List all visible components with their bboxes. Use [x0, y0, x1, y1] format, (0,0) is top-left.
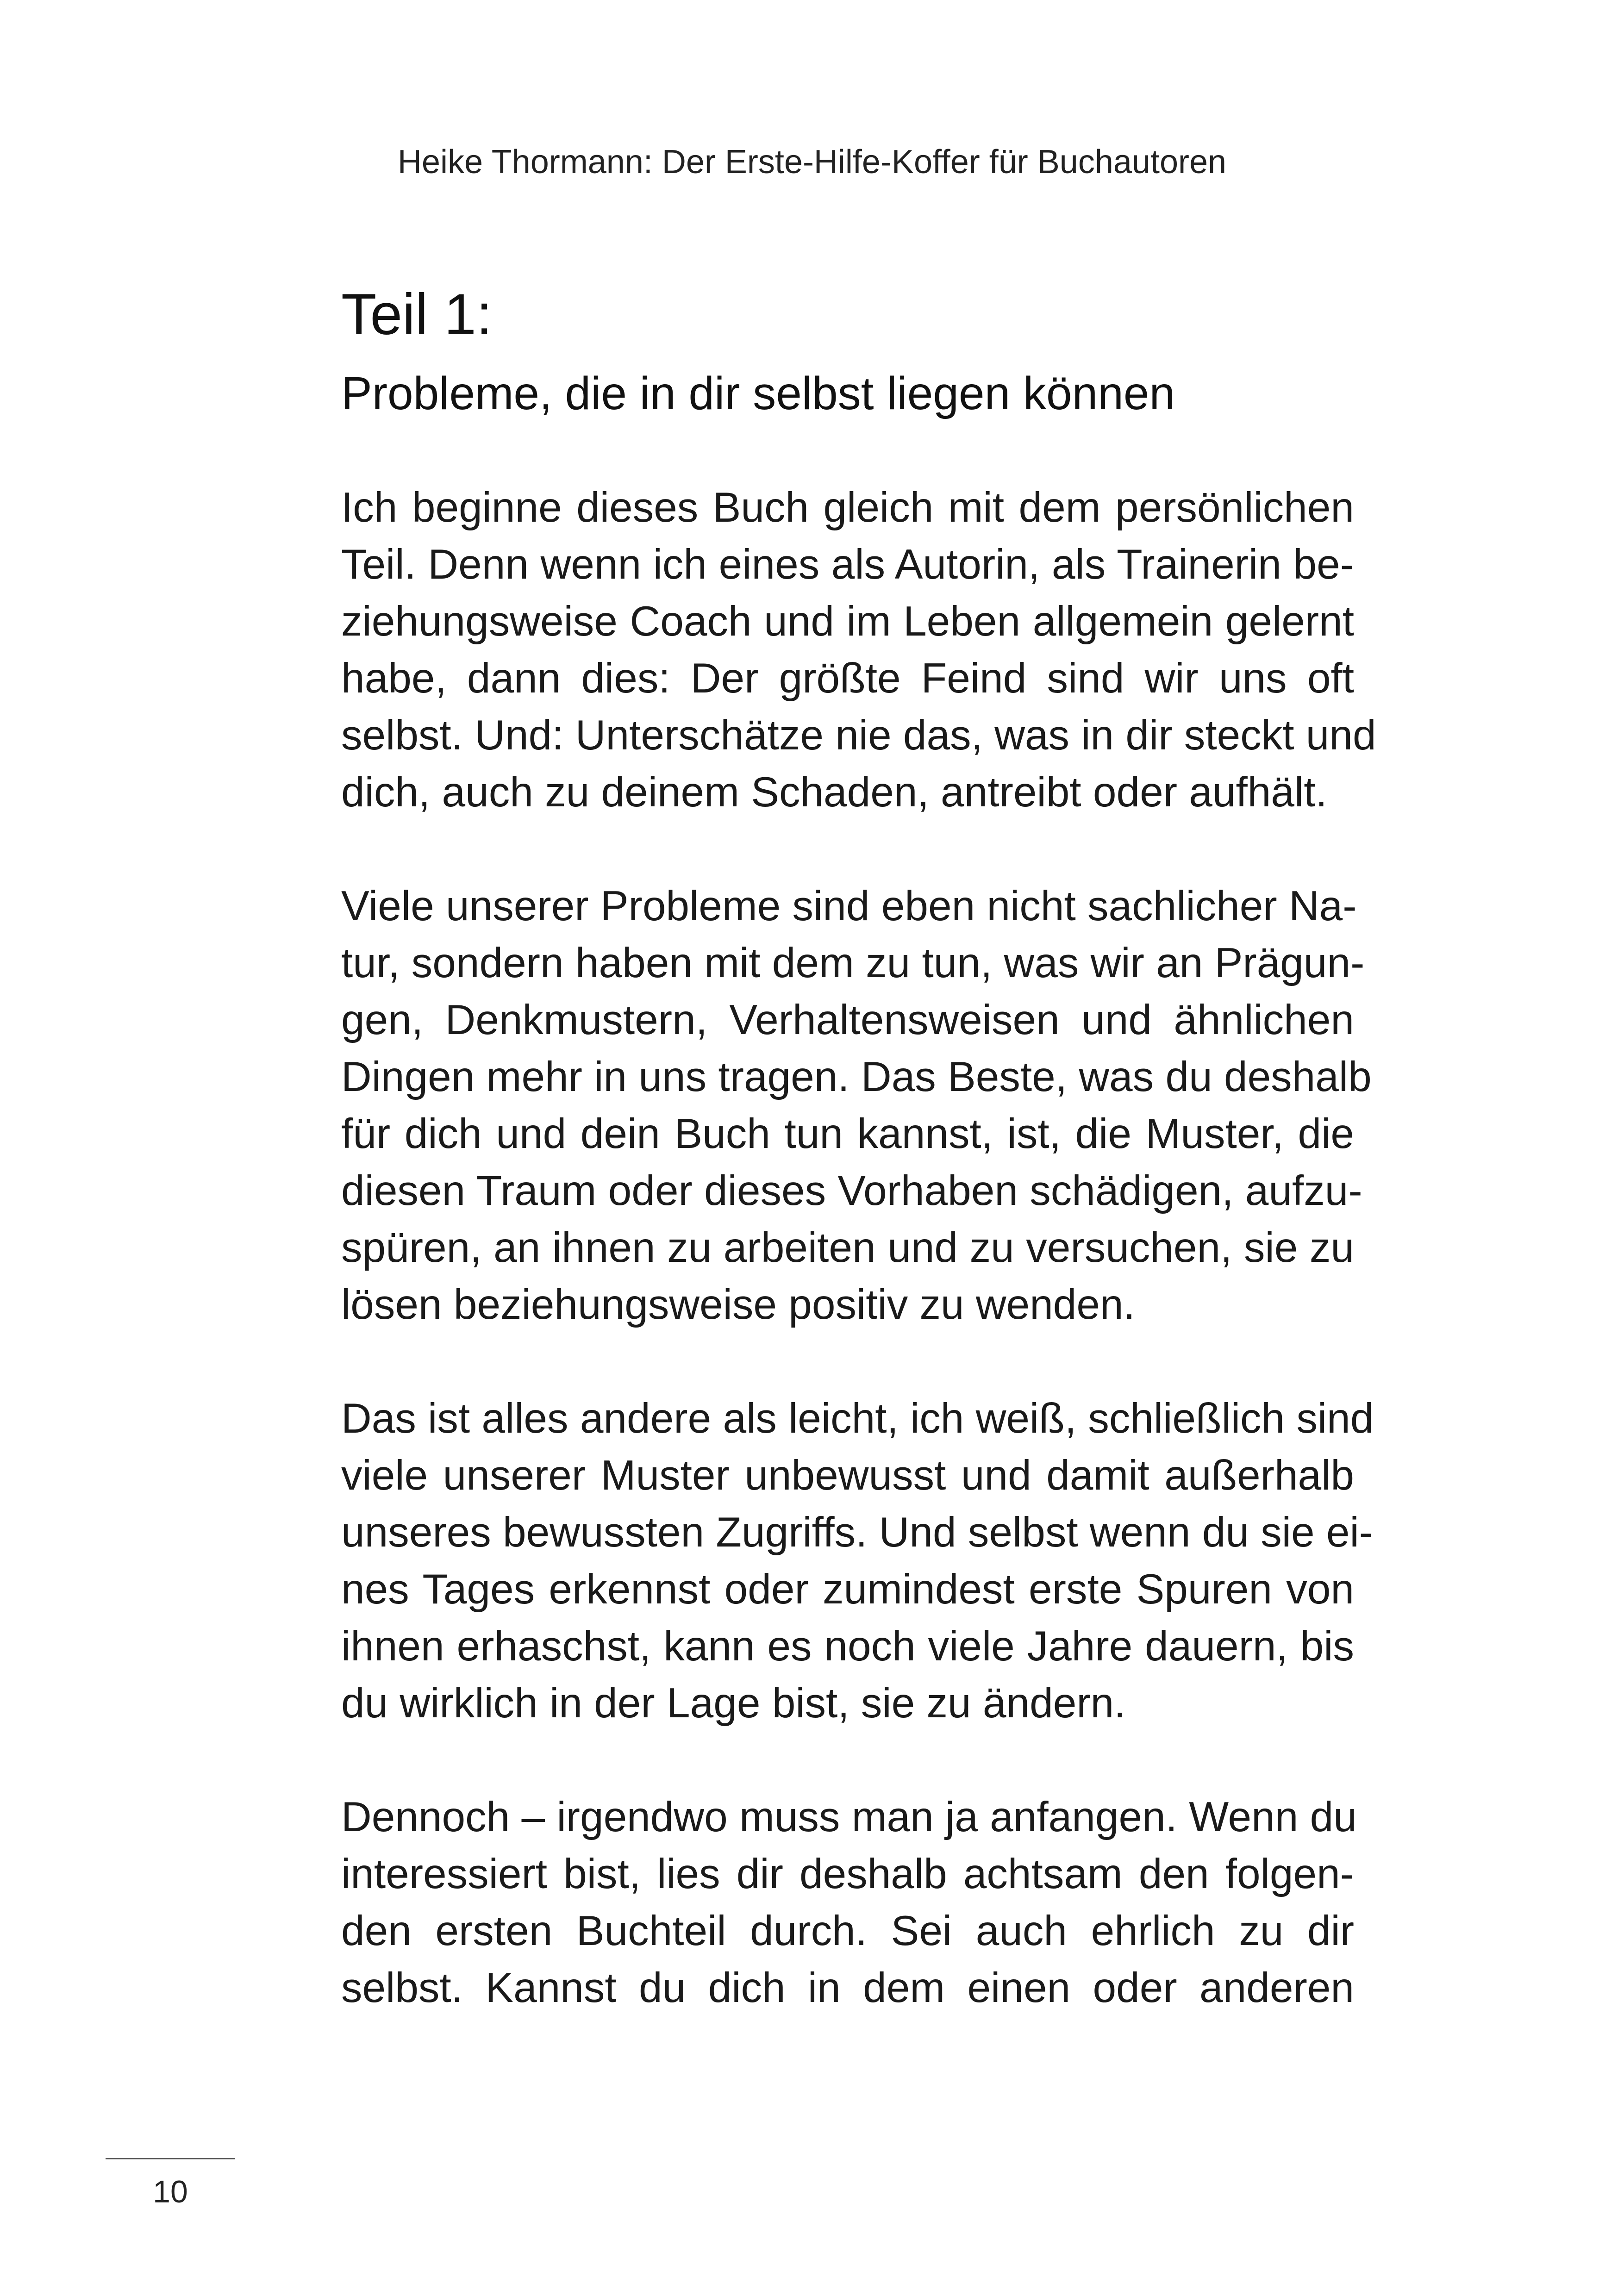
text-line: unseres bewussten Zugriffs. Und selbst wenn du sie ei- — [341, 1509, 1373, 1556]
text-line: selbst. Kannst du dich in dem einen oder anderen — [341, 1964, 1354, 2011]
text-line: gen, Denkmustern, Verhaltensweisen und ähnlichen — [341, 997, 1354, 1043]
text-line: Das ist alles andere als leicht, ich weiß, schließlich sind — [341, 1395, 1374, 1442]
text-line: tur, sondern haben mit dem zu tun, was wir an Prägun- — [341, 940, 1365, 986]
text-line: Viele unserer Probleme sind eben nicht sachlicher Na- — [341, 883, 1357, 929]
paragraph — [341, 479, 1376, 821]
paragraph — [341, 1789, 1357, 2016]
text-line: habe, dann dies: Der größte Feind sind wir uns oft — [341, 655, 1354, 702]
paragraph-gap — [341, 1333, 1354, 1390]
chapter-title — [341, 278, 1360, 424]
paragraph-gap — [341, 821, 1354, 878]
page-number: 10 — [153, 2174, 188, 2209]
part-subtitle: Probleme, die in dir selbst liegen können — [341, 368, 1175, 419]
text-line: ihnen erhaschst, kann es noch viele Jahre dauern, bis — [341, 1623, 1354, 1670]
text-line: diesen Traum oder dieses Vorhaben schädigen, aufzu- — [341, 1167, 1362, 1214]
paragraph-gap — [341, 1732, 1354, 1789]
text-line: Teil. Denn wenn ich eines als Autorin, als Trainerin be- — [341, 541, 1354, 588]
running-header: Heike Thormann: Der Erste-Hilfe-Koffer für Buchautoren — [397, 143, 1227, 181]
footer-rule — [106, 2158, 235, 2159]
text-line: für dich und dein Buch tun kannst, ist, die Muster, die — [341, 1110, 1354, 1157]
paragraph — [341, 878, 1372, 1333]
text-line: Dennoch – irgendwo muss man ja anfangen. Wenn du — [341, 1794, 1357, 1840]
text-line: ziehungsweise Coach und im Leben allgemein gelernt — [341, 598, 1354, 645]
text-line: den ersten Buchteil durch. Sei auch ehrlich zu dir — [341, 1908, 1354, 1954]
text-line: selbst. Und: Unterschätze nie das, was in dir steckt und — [341, 712, 1376, 759]
text-line: interessiert bist, lies dir deshalb achtsam den folgen- — [341, 1851, 1354, 1897]
text-line: Dingen mehr in uns tragen. Das Beste, was du deshalb — [341, 1054, 1372, 1100]
text-line: lösen beziehungsweise positiv zu wenden. — [341, 1281, 1135, 1328]
text-line: dich, auch zu deinem Schaden, antreibt oder aufhält. — [341, 769, 1327, 816]
body-text — [341, 479, 1376, 2016]
text-line: viele unserer Muster unbewusst und damit außerhalb — [341, 1452, 1354, 1499]
paragraph — [341, 1390, 1374, 1732]
text-line: spüren, an ihnen zu arbeiten und zu versuchen, sie zu — [341, 1224, 1354, 1271]
part-label: Teil 1: — [341, 282, 493, 347]
text-line: du wirklich in der Lage bist, sie zu ändern. — [341, 1680, 1126, 1727]
text-line: nes Tages erkennst oder zumindest erste Spuren von — [341, 1566, 1354, 1613]
text-line: Ich beginne dieses Buch gleich mit dem persönlichen — [341, 484, 1354, 531]
